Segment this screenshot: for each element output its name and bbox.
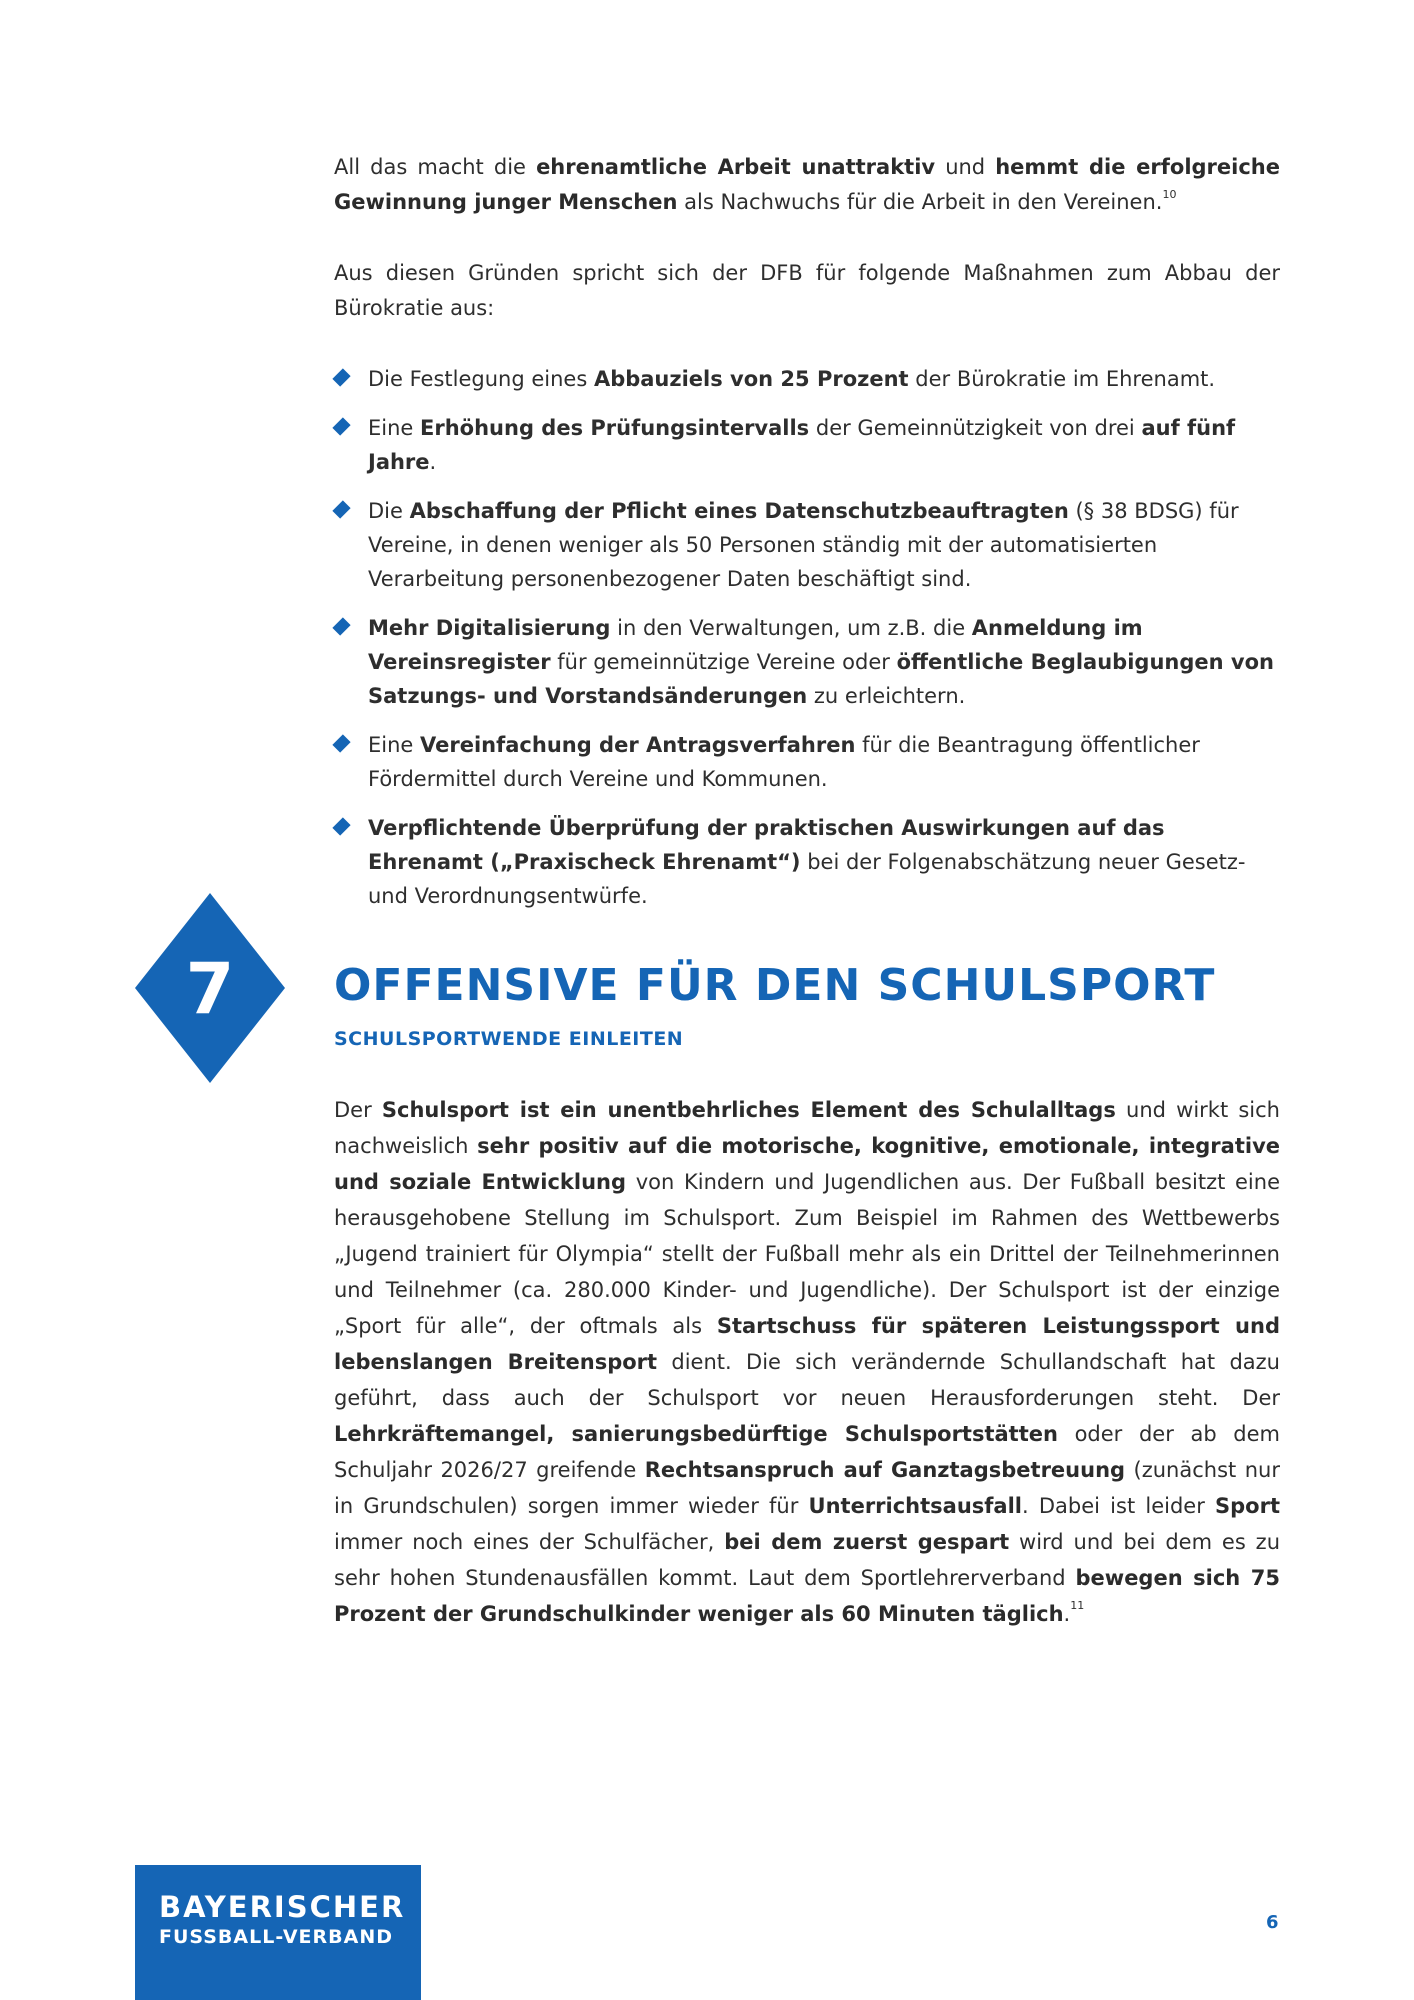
intro-paragraph-1 [334, 150, 1280, 220]
list-item-text [368, 816, 1245, 908]
text-run: in den Verwaltungen, um z.B. die [610, 616, 972, 640]
text-run: dient. Die sich verändernde Schullandschaft hat dazu geführt, dass auch der Schulsport vor neuen Herausforderungen steht. Der [334, 1350, 1280, 1410]
footnote-ref-11[interactable]: 11 [1070, 1599, 1085, 1612]
bold-text: Erhöhung des Prüfungsintervalls [420, 416, 810, 440]
bold-text: Anmeldung im Vereinsregister [368, 616, 1143, 674]
list-item-text [368, 616, 1274, 708]
text-run: der Bürokratie im Ehrenamt. [908, 367, 1216, 391]
bold-text: Mehr Digitalisierung [368, 616, 611, 640]
logo-line-2: FUSSBALL-VERBAND [159, 1926, 393, 1948]
intro-p1-runs [334, 155, 1280, 214]
text-run: Eine [368, 416, 421, 440]
section-title: OFFENSIVE FÜR DEN SCHULSPORT [334, 960, 1216, 1011]
bold-text: Rechtsanspruch auf Ganztagsbetreuung [644, 1458, 1126, 1482]
text-run: für die Beantragung öffentlicher Fördermittel durch Vereine und Kommunen. [368, 733, 1200, 791]
text-run: wird und bei dem es zu sehr hohen Stundenausfällen kommt. Laut dem Sportlehrerverband [334, 1530, 1281, 1590]
text-run: von Kindern und Jugendlichen aus. Der Fußball besitzt eine herausgehobene Stellung im Schulsport. Zum Beispiel im Rahmen des Wettbewerbs „Jugend trainiert für Olympia“ stellt der Fußball mehr als ein Drittel der Teilnehmerinnen und Teilnehmer (ca. 280.000 Kinder- und Jugendliche). Der Schulsport ist der einzige „Sport für alle“, der oftmals als [334, 1170, 1280, 1338]
text-run: (§ 38 BDSG) für Vereine, in denen weniger als 50 Personen ständig mit der automatisierten Verarbeitung personenbezogener Daten beschäftigt sind. [368, 499, 1239, 591]
bold-text: Abschaffung der Pflicht eines Datenschutzbeauftragten [409, 499, 1069, 523]
intro-paragraph-2: Aus diesen Gründen spricht sich der DFB für folgende Maßnahmen zum Abbau der Bürokratie aus: [334, 261, 1280, 320]
diamond-bullet-icon [332, 368, 350, 386]
bold-text: Lehrkräftemangel, sanierungsbedürftige Schulsportstätten [334, 1422, 1058, 1446]
text-run: Die Festlegung eines [368, 367, 594, 391]
list-item-text [368, 367, 1215, 391]
list-item [334, 811, 1280, 913]
list-item [334, 611, 1280, 713]
list-item [334, 411, 1280, 479]
diamond-bullet-icon [332, 417, 350, 435]
text-run: für gemeinnützige Vereine oder [550, 650, 897, 674]
text-run: Eine [368, 733, 421, 757]
bold-text: ehrenamtliche Arbeit unattraktiv [536, 155, 936, 179]
text-run: Der [334, 1098, 382, 1122]
bold-text: auf fünf Jahre [368, 416, 1236, 474]
bold-text: Schulsport ist ein unentbehrliches Element des Schulalltags [381, 1098, 1116, 1122]
list-item [334, 362, 1280, 396]
bold-text: sehr positiv auf die motorische, kognitive, emotionale, integrative und soziale Entwicklung [334, 1134, 1280, 1194]
bold-text: hemmt die erfolgreiche Gewinnung junger Menschen [334, 155, 1280, 214]
text-run: bei der Folgenabschätzung neuer Gesetz- und Verordnungsentwürfe. [368, 850, 1246, 908]
diamond-bullet-icon [332, 617, 350, 635]
bold-text: Verpflichtende Überprüfung der praktischen Auswirkungen auf das Ehrenamt („Praxischeck Ehrenamt“) [368, 816, 1165, 874]
section-subtitle: SCHULSPORTWENDE EINLEITEN [334, 1028, 684, 1050]
diamond-bullet-icon [332, 817, 350, 835]
text-run: immer noch eines der Schulfächer, [334, 1530, 725, 1554]
list-item-text [368, 499, 1239, 591]
text-run: (zunächst nur in Grundschulen) sorgen immer wieder für [334, 1458, 1280, 1518]
list-item-text [368, 733, 1200, 791]
logo-line-1: BAYERISCHER [159, 1890, 406, 1924]
text-run: . Dabei ist leider [1022, 1494, 1216, 1518]
text-run: der Gemeinnützigkeit von drei [809, 416, 1142, 440]
bold-text: Sport [1215, 1494, 1280, 1518]
bold-text: Startschuss für späteren Leistungssport und lebenslangen Breitensport [334, 1314, 1280, 1374]
text-run: und wirkt sich nachweislich [334, 1098, 1280, 1158]
measures-list [334, 362, 1280, 913]
intro-section [334, 150, 1280, 928]
bold-text: bewegen sich 75 Prozent der Grundschulkinder weniger als 60 Minuten täglich [334, 1566, 1280, 1626]
text-run: oder der ab dem Schuljahr 2026/27 greifende [334, 1422, 1280, 1482]
text-run: als Nachwuchs für die Arbeit in den Vereinen. [677, 190, 1163, 214]
schulsport-paragraph [334, 1092, 1280, 1632]
bold-text: Unterrichtsausfall [808, 1494, 1022, 1518]
bold-text: Vereinfachung der Antragsverfahren [420, 733, 856, 757]
list-item [334, 728, 1280, 796]
list-item [334, 494, 1280, 596]
bold-text: öffentliche Beglaubigungen von Satzungs- und Vorstandsänderungen [368, 650, 1274, 708]
page-number: 6 [1266, 1912, 1279, 1933]
section-number: 7 [185, 948, 235, 1030]
text-run: Die [368, 499, 410, 523]
schulsport-section [334, 1092, 1280, 1632]
bold-text: Abbauziels von 25 Prozent [593, 367, 909, 391]
text-run: All das macht die [334, 155, 537, 179]
text-run: zu erleichtern. [807, 684, 966, 708]
section-number-diamond [135, 893, 285, 1083]
schulsport-runs [334, 1098, 1280, 1626]
text-run: und [935, 155, 996, 179]
list-item-text [368, 416, 1235, 474]
footnote-ref-10[interactable]: 10 [1162, 188, 1177, 201]
bfv-logo [135, 1865, 421, 2000]
diamond-bullet-icon [332, 500, 350, 518]
text-run: . [429, 450, 437, 474]
diamond-bullet-icon [332, 734, 350, 752]
text-run: . [1063, 1602, 1071, 1626]
bold-text: bei dem zuerst gespart [724, 1530, 1010, 1554]
